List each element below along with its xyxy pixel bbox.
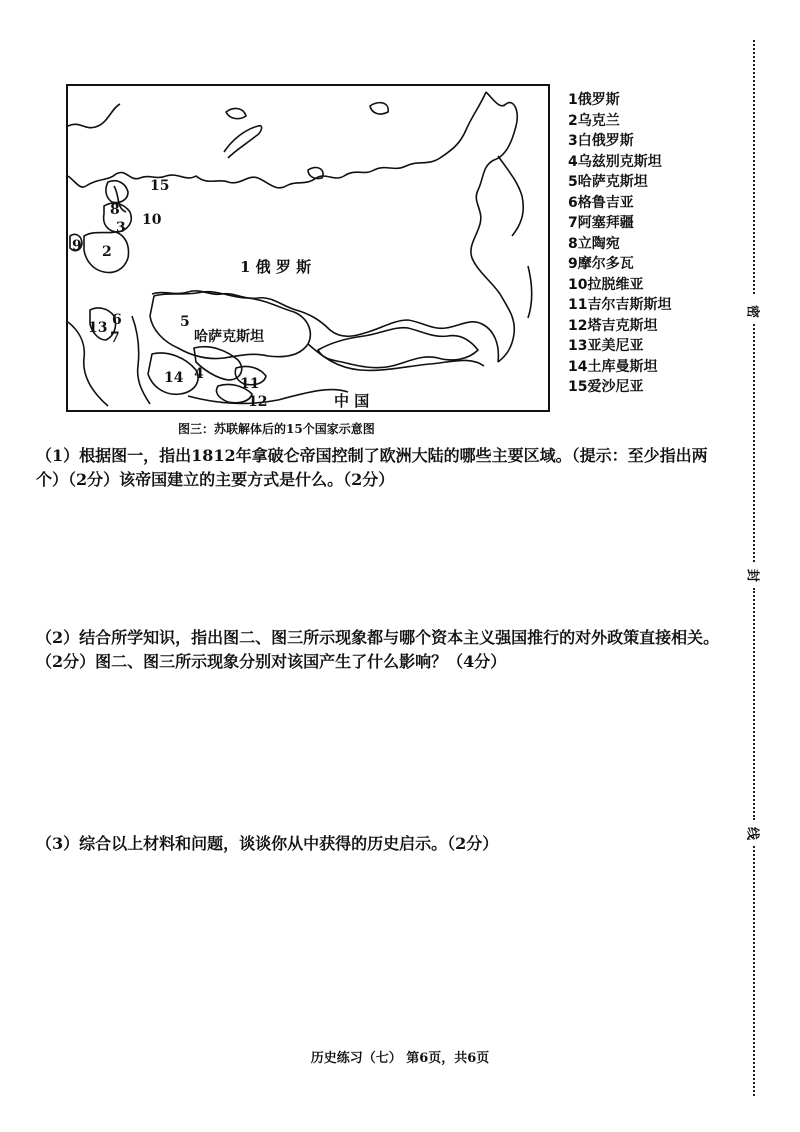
legend-item: 2乌克兰 [568, 112, 620, 129]
south-edge [188, 390, 348, 404]
label-13: 13 [88, 320, 108, 336]
binding-char-mi: 密 [744, 304, 760, 318]
legend-item: 14土库曼斯坦 [568, 358, 658, 375]
question-3: （3）综合以上材料和问题，谈谈你从中获得的历史启示。（2分） [36, 834, 499, 853]
legend-item: 15爱沙尼亚 [568, 379, 644, 395]
legend-item: 6格鲁吉亚 [568, 194, 634, 211]
label-3: 3 [116, 220, 126, 236]
legend-item: 13亚美尼亚 [568, 338, 644, 354]
binding-char-feng: 封 [744, 568, 760, 582]
label-11: 11 [240, 376, 260, 392]
binding-dotted-line [753, 588, 755, 820]
china-border [308, 344, 484, 370]
binding-dotted-line [753, 324, 755, 562]
legend-item: 9摩尔多瓦 [568, 256, 634, 272]
caspian-west [132, 316, 150, 404]
label-14: 14 [164, 370, 184, 386]
legend-item: 4乌兹别克斯坦 [568, 153, 662, 170]
legend-item: 7阿塞拜疆 [568, 215, 634, 231]
legend-item: 12塔吉克斯坦 [568, 317, 658, 334]
kamchatka [498, 156, 523, 236]
island-1 [226, 109, 246, 119]
label-9: 9 [72, 238, 82, 254]
map-outline [68, 86, 550, 412]
binding-dotted-line [753, 40, 755, 294]
label-6: 6 [112, 312, 122, 328]
legend-item: 3白俄罗斯 [568, 133, 634, 149]
kazakhstan-label: 哈萨克斯坦 [194, 329, 264, 345]
scandinavia [68, 104, 120, 128]
label-7: 7 [110, 330, 120, 346]
question-1: （1）根据图一，指出1812年拿破仑帝国控制了欧洲大陆的哪些主要区域。（提示：至少指出两个）（2分）该帝国建立的主要方式是什么。（2分） [36, 446, 708, 489]
label-15: 15 [150, 178, 170, 194]
legend-item: 1俄罗斯 [568, 92, 620, 108]
label-4: 4 [194, 366, 204, 382]
page-footer: 历史练习（七） 第6页，共6页 [310, 1051, 490, 1066]
kazakhstan-number: 5 [180, 314, 190, 330]
china-label: 中 国 [334, 392, 370, 410]
label-12: 12 [248, 394, 268, 410]
binding-margin [746, 40, 762, 1100]
sakhalin [528, 266, 532, 318]
label-8: 8 [110, 202, 120, 218]
russia-east-coast [471, 92, 517, 362]
soviet-map [66, 84, 550, 412]
binding-char-xian: 线 [744, 826, 760, 840]
figure-caption: 图三：苏联解体后的15个国家示意图 [178, 422, 375, 436]
map-legend [568, 90, 698, 398]
russia-label: 1 俄 罗 斯 [240, 258, 312, 276]
binding-dotted-line [753, 846, 755, 1096]
west-coast [68, 176, 86, 187]
legend-item: 5哈萨克斯坦 [568, 174, 648, 190]
legend-item: 8立陶宛 [568, 235, 620, 252]
label-10: 10 [142, 212, 162, 228]
question-2: （2）结合所学知识，指出图二、图三所示现象都与哪个资本主义强国推行的对外政策直接相关。（2分）图二、图三所示现象分别对该国产生了什么影响？（4分） [36, 628, 720, 671]
legend-item: 10拉脱维亚 [568, 276, 644, 293]
label-2: 2 [102, 244, 112, 260]
russia-north-coast [86, 92, 486, 188]
island-3 [370, 103, 388, 114]
novaya-zemlya [224, 126, 262, 158]
legend-item: 11吉尔吉斯斯坦 [568, 297, 672, 313]
